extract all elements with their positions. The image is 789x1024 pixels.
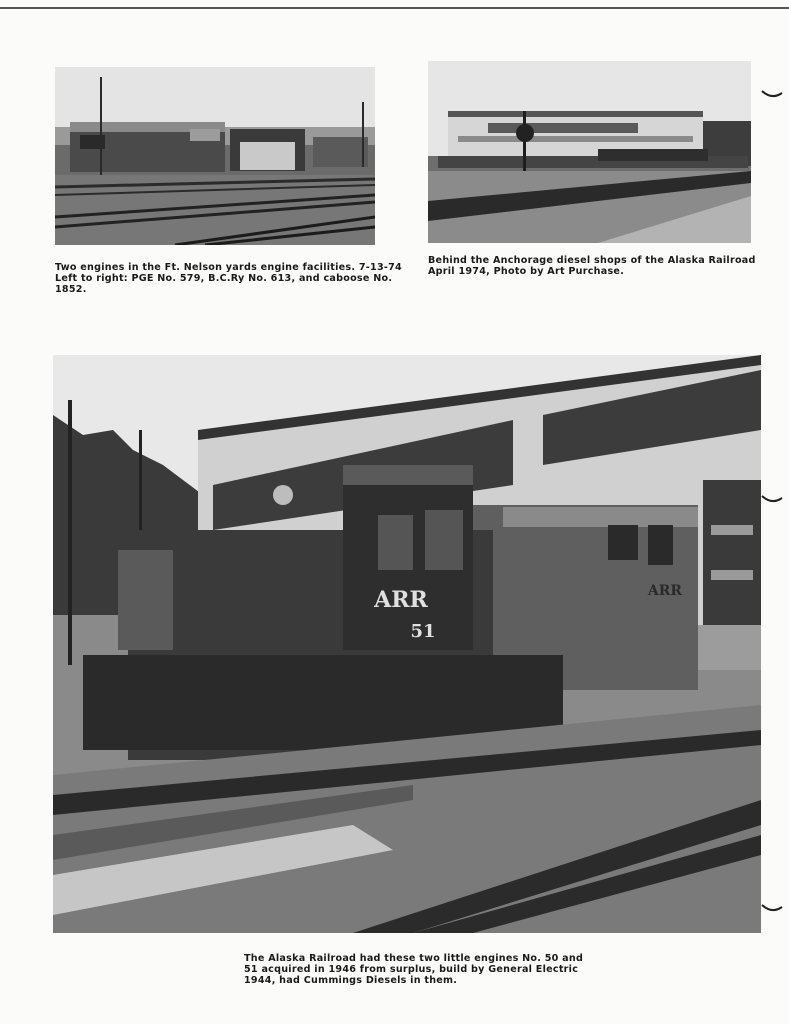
locomotive-lettering: ARR — [647, 583, 683, 599]
caption-line: 1944, had Cummings Diesels in them. — [244, 975, 458, 986]
photo-anchorage-diesel-shops — [428, 61, 751, 243]
binder-hole-mark — [760, 902, 784, 914]
binder-hole-mark — [760, 493, 784, 505]
top-rule — [0, 7, 789, 9]
caption-ft-nelson-yards — [55, 262, 402, 295]
caption-line: Left to right: PGE No. 579, B.C.Ry No. 613, and caboose No. — [55, 273, 393, 284]
caption-line: 51 acquired in 1946 from surplus, build by General Electric — [244, 964, 579, 975]
caption-line: 1852. — [55, 284, 87, 295]
photo-arr-engines-50-51 — [53, 355, 761, 933]
locomotive-lettering: ARR — [374, 587, 428, 613]
caption-line: April 1974, Photo by Art Purchase. — [428, 266, 625, 277]
caption-line: Two engines in the Ft. Nelson yards engine facilities. 7-13-74 — [55, 262, 402, 273]
photo-ft-nelson-yards — [55, 67, 375, 245]
locomotive-number: 51 — [410, 621, 436, 642]
caption-arr-engines-50-51 — [244, 953, 583, 986]
caption-anchorage-diesel-shops — [428, 255, 756, 277]
caption-line: Behind the Anchorage diesel shops of the Alaska Railroad — [428, 255, 756, 266]
binder-hole-mark — [760, 88, 784, 100]
caption-line: The Alaska Railroad had these two little engines No. 50 and — [244, 953, 584, 964]
